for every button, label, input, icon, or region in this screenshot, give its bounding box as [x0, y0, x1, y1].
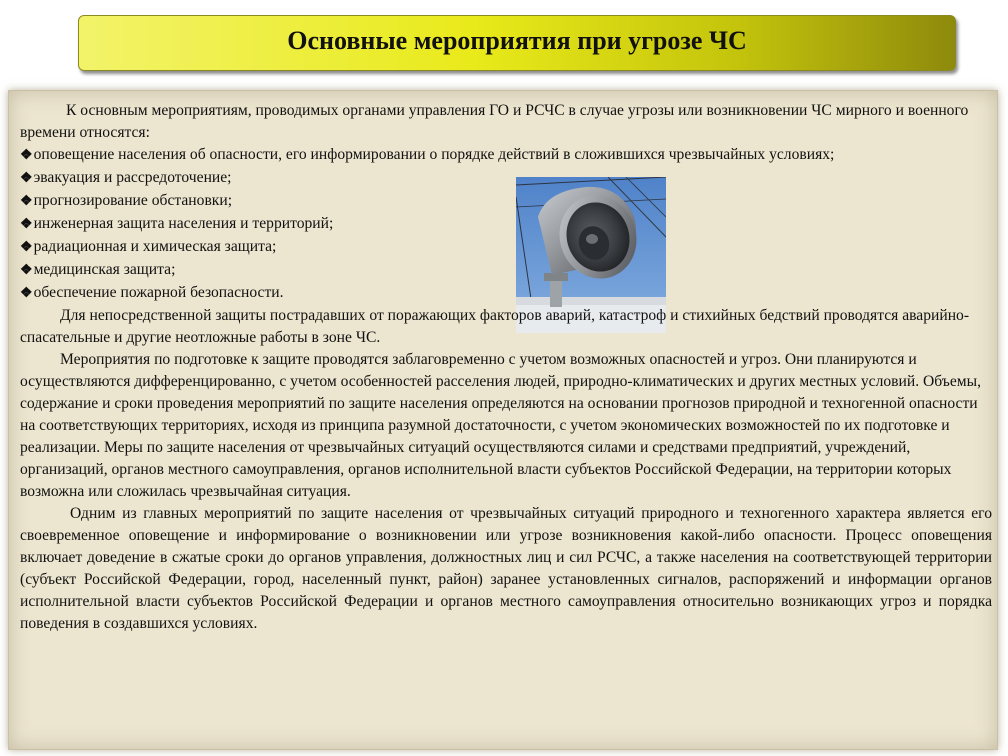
list-item: ❖эвакуация и рассредоточение;: [20, 169, 232, 186]
list-item: ❖медицинская защита;: [20, 261, 176, 278]
diamond-bullet-icon: ❖: [20, 148, 33, 163]
diamond-bullet-icon: ❖: [20, 286, 33, 301]
list-item: ❖обеспечение пожарной безопасности.: [20, 284, 284, 301]
rescue-paragraph: Для непосредственной защиты пострадавших от поражающих факторов аварий, катастроф и стихийных бедствий проводятся аварийно-спасательные и другие неотложные работы в зоне ЧС.: [20, 307, 970, 346]
warning-paragraph: Одним из главных мероприятий по защите населения от чрезвычайных ситуаций природного и техногенного характера является его своевременное оповещение и информирование о возникновении или угрозе возникновения какой-либо опасности. Процесс оповещения включает доведение в сжатые сроки до органов управления, должностных лиц и сил РСЧС, а также населения на соответствующей территории (субъект Российской Федерации, город, населенный пункт, район) заранее установленных сигналов, распоряжений и информации органов исполнительной власти субъектов Российской Федерации и органов местного самоуправления относительно возникающих угроз и порядка поведения в создавшихся условиях.: [20, 505, 992, 632]
preparation-paragraph: Мероприятия по подготовке к защите проводятся заблаговременно с учетом возможных опасностей и угроз. Они планируются и осуществляются дифференцированно, с учетом особенностей расселения людей, природно-климатических и других местных условий. Объемы, содержание и сроки проведения мероприятий по защите населения определяются на основании прогнозов природной и техногенной опасности на соответствующих территориях, исходя из принципа разумной достаточности, с учетом экономических возможностей по их подготовке и реализации. Меры по защите населения от чрезвычайных ситуаций осуществляются силами и средствами предприятий, учреждений, организаций, органов местного самоуправления, органов исполнительной власти субъектов Российской Федерации, на территории которых возможна или сложилась чрезвычайная ситуация.: [20, 351, 982, 500]
list-item: ❖оповещение населения об опасности, его информировании о порядке действий в сложившихся чрезвычайных условиях;: [20, 146, 835, 163]
diamond-bullet-icon: ❖: [20, 263, 33, 278]
list-item: ❖инженерная защита населения и территорий;: [20, 215, 334, 232]
diamond-bullet-icon: ❖: [20, 171, 33, 186]
title-banner: [78, 15, 956, 71]
list-item: ❖радиационная и химическая защита;: [20, 238, 277, 255]
main-text: [20, 100, 992, 635]
list-item: ❖прогнозирование обстановки;: [20, 192, 233, 209]
diamond-bullet-icon: ❖: [20, 194, 33, 209]
diamond-bullet-icon: ❖: [20, 217, 33, 232]
intro-paragraph: К основным мероприятиям, проводимых органами управления ГО и РСЧС в случае угрозы или возникновении ЧС мирного и военного времени относятся:: [20, 102, 969, 141]
page-title: Основные мероприятия при угрозе ЧС: [287, 26, 747, 55]
diamond-bullet-icon: ❖: [20, 240, 33, 255]
measures-list: [20, 144, 992, 305]
